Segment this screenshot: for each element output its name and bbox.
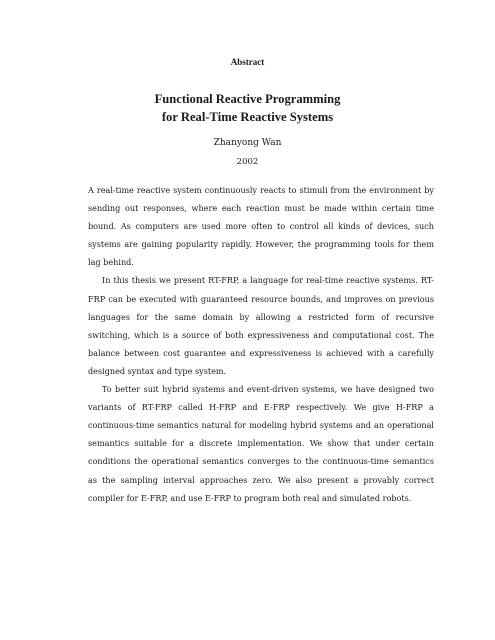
abstract-paragraph-2: In this thesis we present RT-FRP, a language for real-time reactive systems. RT-FRP can be executed with guaranteed resource bounds, and improves on previous languages for the same domain by allowing a restricted form of recursive switching, which is a source of both expressiveness and computational cost. The balance between cost guarantee and expressiveness is achieved with a carefully designed syntax and type system.	[88, 275, 434, 376]
abstract-paragraph-1: A real-time reactive system continuously reacts to stimuli from the environment by sending out responses, where each reaction must be made within certain time bound. As computers are used more often to control all kinds of devices, such systems are gaining popularity rapidly. However, the programming tools for them lag behind.	[88, 185, 434, 268]
abstract-paragraph-3: To better suit hybrid systems and event-driven systems, we have designed two variants of RT-FRP called H-FRP and E-FRP respectively. We give H-FRP a continuous-time semantics natural for modeling hybrid systems and an operational semantics suitable for a discrete implementation. We show that under certain conditions the operational semantics converges to the continuous-time semantics as the sampling interval approaches zero. We also present a provably correct compiler for E-FRP, and use E-FRP to program both real and simulated robots.	[88, 384, 434, 503]
abstract-body	[88, 181, 434, 507]
title-line-2: for Real-Time Reactive Systems	[161, 110, 334, 124]
document-title	[0, 90, 495, 126]
abstract-heading: Abstract	[230, 57, 265, 67]
author-name: Zhanyong Wan	[213, 138, 282, 148]
title-line-1: Functional Reactive Programming	[154, 92, 341, 106]
publication-year: 2002	[236, 157, 259, 167]
